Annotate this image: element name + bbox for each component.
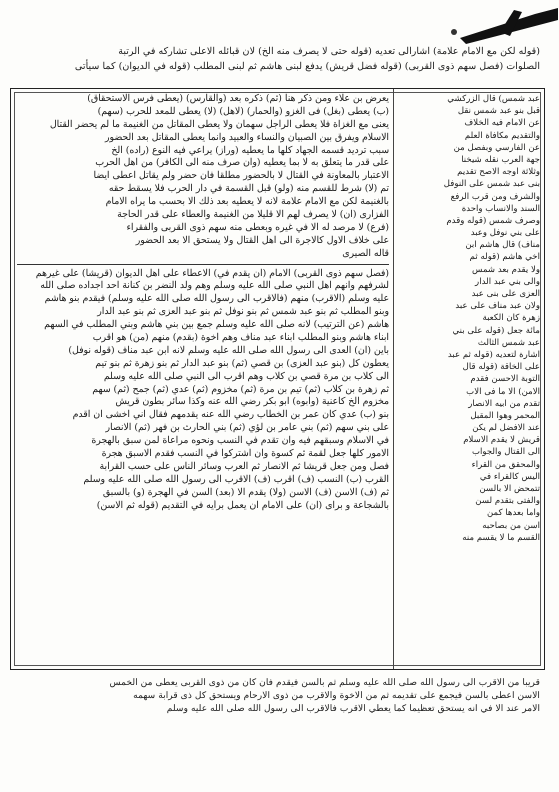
margin-line: بنى عبد شمس على النوفل	[443, 179, 540, 190]
margin-line: اسن من بصاحبه	[482, 520, 540, 531]
main-line: على خلاف الاول كالاجرة الى اهل القتال ولا يستحق الا بعد الحضور	[135, 234, 389, 246]
main-line: فصل ومن جعل قريشا ثم الانصار ثم العرب وسائر الناس على حسب القرابة	[99, 460, 389, 472]
margin-line: المحمر وهوا المقبل	[470, 410, 540, 421]
margin-line: وثلاثة اوجه الاصح تقديم	[457, 167, 540, 178]
margin-line: على الخاقة (قوله قال	[462, 362, 540, 373]
footer-line: الامر عند الا في انه يستحق تعظيما كما يعطي الاقرب فالاقرب الى رسول الله صلى الله عليه وسلم	[166, 703, 540, 714]
main-line: ثم (ف) الاسن (ف) الاسن (ولا) يقدم الا (بعد) السن في الهجرة (و) بالسبق	[102, 486, 389, 498]
margin-line: الامن) الا ما فى الاب	[466, 386, 540, 397]
main-line: مخزوم الخ كاعنية (وابوه) ابو بكر رضي الله عنه وكذا سائر بطون قريش	[115, 396, 389, 408]
main-line: بالشجاعة و براى (ان) على الامام ان يعمل برأيه في التقديم (قوله ثم الاسن)	[96, 499, 389, 511]
margin-line: اليس كالقراء في	[479, 471, 540, 482]
main-line: على بني سهم (ثم) بني عامر بن لؤي (ثم) بني الحارث بن فهر (ثم) الانصار	[105, 422, 389, 434]
margin-line: العزى على بنى عبد	[471, 289, 540, 299]
margin-line: عبد شمس) قال الزركشي	[447, 94, 540, 104]
margin-line: الى القتال والجواب	[471, 447, 540, 458]
margin-line: والفتى بتقدم لسن	[475, 496, 540, 507]
footer-block	[18, 676, 540, 715]
main-line: بنو (ب) عدي كان عمر بن الخطاب رضي الله عنه يقدمهم فقال اني اخشى ان اقدم	[72, 409, 389, 421]
main-line: ابناء هاشم وبنو المطلب ابناء عبد مناف وهم اخوة (بقدم) منهم (من) هو اقرب	[92, 332, 389, 344]
margin-line: السند والانساب واحدة	[461, 203, 540, 214]
margin-column	[400, 93, 540, 544]
main-line: يعرض بن علاء ومن ذكر هنا (ثم) ذكره بعد (والقارس) (يعطى فرس الاستحقاق)	[87, 93, 389, 104]
main-line: سبب ترديد قسمه الجهاد كلها ما يعطيه (وراز) يراعي فيه النوع (راده) الخ	[111, 144, 389, 156]
main-line: الفزارى (ان) لا يصرف لهم الا قليلا من الغنيمة والعطاء على قدر الحاجة	[117, 209, 389, 221]
text-frame	[10, 88, 545, 670]
main-line: بالغنيمة لكن مع الامام علامة لانه لا يعطيه بعد ذلك الا بحسب ما يراه الامام	[105, 196, 389, 208]
header-line: الصلوات (فصل سهم ذوى القربى) (قوله فضل قريش) يدفع لبنى هاشم ثم لبنى المطلب (قوله في الديوان) كما سيأتى	[74, 61, 540, 72]
margin-line: على بني نوفل وعبد	[470, 228, 540, 239]
margin-line: اشارة لتعديه (قوله ثم عبد	[447, 349, 540, 360]
header-block	[18, 44, 540, 74]
main-line: لشرفهم وانهم اهل النبي صلى الله عليه وسلم وهم ولد النضر بن كنانة احد اجداده صلى الله	[40, 280, 389, 292]
section-divider	[17, 264, 389, 265]
main-column	[17, 93, 389, 513]
margin-line: زهرة كان الكعبة	[482, 313, 540, 324]
main-line: (ب) يعطى (بغل) فى الغزو (والحمار) (لاهل) (لا) يعطى للمعد للحرب (سهم)	[97, 105, 389, 117]
main-line: وبنو المطلب ثم بنو عبد شمس ثم بنو نوفل ثم بنو عبد العزى ثم بنو عبد الدار	[97, 306, 389, 318]
margin-line: قريش لا يقدم الاسلام	[463, 435, 540, 446]
header-line: (قوله لكن مع الامام علامة) اشارالى تعديه (قوله حتى لا يصرف منه الخ) لان قبائله الاعلى تشاركه في الرتبة	[118, 46, 540, 57]
margin-line: عبد شمس الثالث	[477, 337, 540, 348]
main-line: في الاسلام وسبقهم فيه وان تقدم في النسب ونحوه مراعاة لمن سبق بالهجرة	[91, 435, 389, 447]
margin-line: مائة جعل (قوله على بني	[452, 325, 540, 336]
main-line: باين (ان) العدى الى رسول الله صلى الله عليه وسلم لانه ابن عبد مناف (قوله نوفل)	[68, 344, 389, 356]
margin-line: التوبة الاحسن فقدم	[470, 374, 540, 385]
margin-line: والتقديم مكافاة العلم	[464, 130, 540, 141]
margin-line: القسم ما لا يقسم منه	[462, 532, 540, 543]
main-line: يعنى مع الغزاة فلا يعطى الراجل سهمان ولا يعطى المقاتل من الغنيمة ما لم يحضر القتال	[49, 118, 389, 130]
main-line: على قدر ما يتعلق به لا بما يعطيه (وان صرف منه الى الكافر) من اهل الحرب	[95, 157, 389, 169]
margin-line: والشرف ومن قرب الرفع	[450, 191, 540, 202]
main-line: الاعتبار بالمعاونة في القتال لا بالحضور مطلقا فان حضر ولم يقاتل اعطى ايضا	[93, 170, 389, 182]
margin-line: قبل بنو عبد شمس نقل	[457, 106, 540, 117]
margin-line: ولان عبد مناف على عبد	[455, 301, 540, 312]
margin-line: تقدم من ابيه الانصار	[468, 398, 540, 409]
main-line: ثم زهرة بن كلاب (ثم) تيم بن مرة (ثم) مخزوم (ثم) عدي (ثم) جمح (ثم) سهم	[92, 383, 389, 395]
main-line: يعطون كل (بنو عبد العزى) بن قصي (ثم) بنو عبد الدار ثم بنو زهرة ثم بنو تيم	[95, 357, 389, 369]
main-line: الى كلاب بن مرة قصي بن كلاب وهم اقرب الى النبي صلى الله عليه وسلم	[103, 370, 389, 382]
margin-line: عند الافضل لم يكن	[472, 423, 540, 434]
margin-line: ولا يقدم بعد شمس	[472, 264, 540, 275]
margin-line: تتمحض الا بالسن	[479, 484, 540, 494]
main-line: (فصل سهم ذوى القربى) الامام (ان يقدم في) الاعطاء على اهل الديوان (قريشا) على غيرهم	[35, 267, 389, 279]
main-line: القرب (ب) النسب (ف) اقرب (ف) الاقرب الى رسول الله صلى الله عليه وسلم	[83, 473, 389, 485]
main-line: قاله الصيرى	[342, 247, 389, 259]
margin-line: وصرف شمس (قوله وقدم	[446, 215, 540, 226]
margin-line: مناف) قال هاشم ابن	[465, 240, 540, 251]
corner-mark-icon	[440, 8, 558, 48]
margin-line: جهة العرب نقله شيخنا	[461, 154, 540, 165]
margin-line: عن الامام فيه الخلاف	[464, 118, 540, 129]
margin-line: واما بعدها كمن	[486, 508, 540, 519]
margin-line: اخي هاشم (قوله ثم	[469, 252, 540, 263]
main-line: عليه وسلم (الاقرب) منهم (فالاقرب الى رسول الله صلى الله عليه وسلم) فيقدم بنو هاشم	[44, 293, 389, 305]
margin-line: والى بني عبد الدار	[475, 276, 540, 287]
margin-line: والمحقق من القراء	[471, 459, 540, 470]
main-line: الاسلام ويفرق بين الصبيان والنساء والعبيد وانما يعطى المقاتل بعد الحضور	[105, 131, 389, 143]
main-line: الامور كلها جعل لقمة ثم كسوة وان اشتركوا في النسب فقدم الاسبق هجرة	[101, 448, 389, 460]
footer-line: قريبا من الاقرب الى رسول الله صلى الله عليه وسلم ثم بالسن فيقدم فان كان من ذوى القربى يعطى من الخمس	[109, 677, 540, 688]
column-divider	[393, 89, 394, 669]
margin-line: عن الفارسي وبفصل من	[453, 142, 540, 153]
main-line: (فرع) لا مرصد له الا في غيره وبعطى منه سهم ذوى القربى والفقراء	[126, 221, 389, 233]
main-line: هاشم (عن الترتيب) لانه صلى الله عليه وسلم جمع بين بني هاشم وبني المطلب في السهم	[44, 319, 389, 331]
main-line: تم (لا) شرط للقسم منه (ولو) قبل القسمة في دار الحرب فلا يسقط حقه	[108, 183, 389, 195]
footer-line: الاسن اعطى بالسن فيجمع على تقديمه ثم من الاخوة والاقرب من ذوى الارحام ويستحق كل ذى قرابة سهمه	[133, 690, 540, 701]
